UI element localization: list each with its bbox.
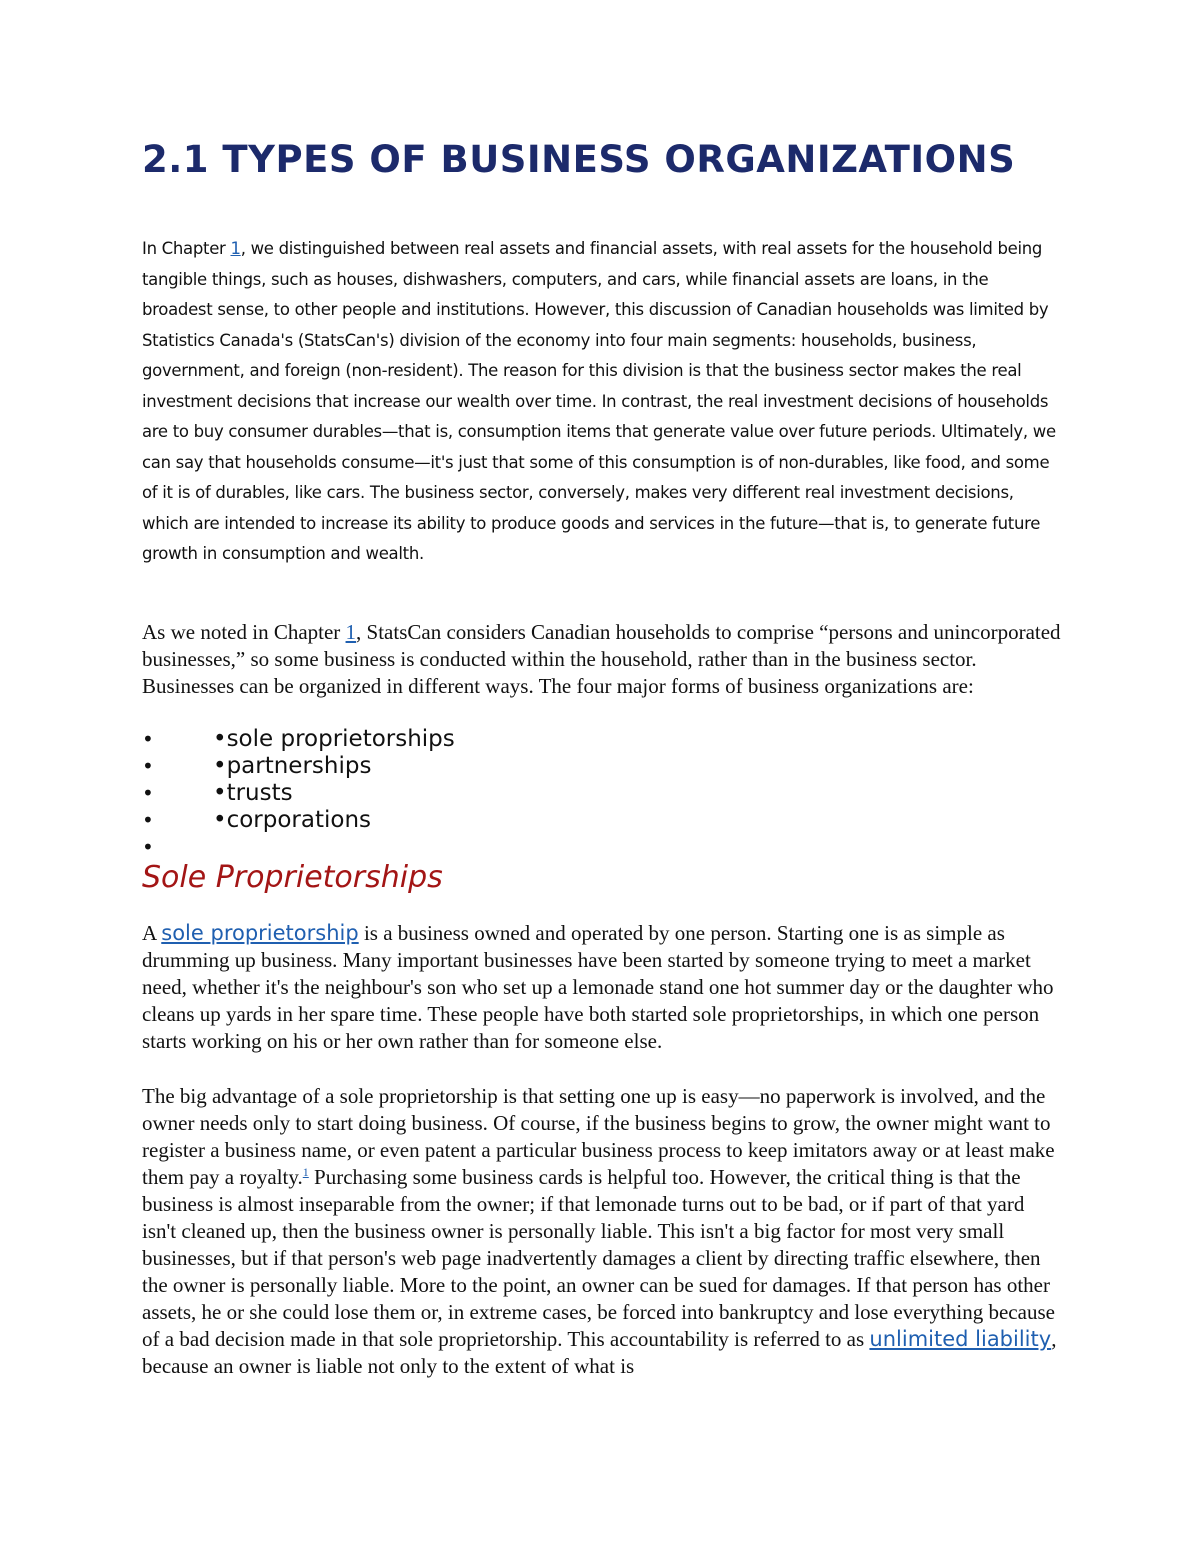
bullet-icon: • — [142, 808, 154, 832]
list-item-text: •trusts — [213, 780, 293, 806]
advantage-text-c: , because an owner is liable not only to the extent of what is — [142, 1327, 1057, 1378]
intro-paragraph — [142, 234, 1062, 570]
advantage-text-b: Purchasing some business cards is helpful too. However, the critical thing is that the business is almost inseparable from the owner; if that lemonade turns out to be bad, or if part of that yard isn't cleaned up, then the business owner is personally liable. This isn't a big factor for most very small businesses, but if that person's web page inadvertently damages a client by directing traffic elsewhere, then the owner is personally liable. More to the point, an owner can be sued for damages. If that person has other assets, he or she could lose them or, in extreme cases, be forced into bankruptcy and lose everything because of a bad decision made in that sole proprietorship. This accountability is referred to as — [142, 1165, 1055, 1351]
advantage-paragraph — [142, 1083, 1062, 1380]
chapter-1-link[interactable]: 1 — [230, 239, 241, 258]
sole-proprietorship-link[interactable]: sole proprietorship — [161, 921, 359, 945]
list-item-text: •corporations — [213, 807, 372, 833]
footnote-1-link[interactable]: 1 — [302, 1165, 309, 1179]
households-text-b: , StatsCan considers Canadian households to comprise “persons and unincorporated businesses,” so some business is conducted within the household, rather than in the business sector. Businesses can be organized in different ways. The four major forms of business organizations are: — [142, 620, 1061, 698]
intro-text-b: , we distinguished between real assets and financial assets, with real assets for the household being tangible things, such as houses, dishwashers, computers, and cars, while financial assets are loans, in the broadest sense, to other people and institutions. However, this discussion of Canadian households was limited by Statistics Canada's (StatsCan's) division of the economy into four main segments: households, business, government, and foreign (non-resident). The reason for this division is that the business sector makes the real investment decisions that increase our wealth over time. In contrast, the real investment decisions of households are to buy consumer durables—that is, consumption items that generate value over future periods. Ultimately, we can say that households consume—it's just that some of this consumption is of non-durables, like food, and some of it is of durables, like cars. The business sector, conversely, makes very different real investment decisions, which are intended to increase its ability to produce goods and services in the future—that is, to generate future growth in consumption and wealth. — [142, 239, 1056, 563]
list-item-text: •partnerships — [213, 753, 372, 779]
sole-text-a: A — [142, 921, 162, 945]
chapter-1-link-2[interactable]: 1 — [345, 620, 357, 644]
unlimited-liability-link[interactable]: unlimited liability — [869, 1327, 1052, 1351]
sole-text-b: is a business owned and operated by one person. Starting one is as simple as drumming up business. Many important businesses have been started by someone trying to meet a market need, whether it's the neighbour's son who set up a lemonade stand one hot summer day or the daughter who cleans up yards in her spare time. These people have both started sole proprietorships, in which one person starts working on his or her own rather than for someone else. — [142, 921, 1054, 1053]
bullet-icon: • — [142, 835, 154, 859]
households-text-a: As we noted in Chapter — [142, 620, 346, 644]
bullet-icon: • — [142, 727, 154, 751]
households-paragraph — [142, 619, 1062, 700]
sole-proprietorship-paragraph — [142, 920, 1062, 1055]
list-item-text: •sole proprietorships — [213, 726, 455, 752]
advantage-text-a: The big advantage of a sole proprietorship is that setting one up is easy—no paperwork is involved, and the owner needs only to start doing business. Of course, if the business begins to grow, the owner might want to register a business name, or even patent a particular business process to keep imitators away or at least make them pay a royalty. — [142, 1084, 1055, 1189]
intro-text-a: In Chapter — [142, 239, 231, 258]
page-title: 2.1 TYPES OF BUSINESS ORGANIZATIONS — [142, 138, 1016, 181]
bullet-icon: • — [142, 754, 154, 778]
section-heading: Sole Proprietorships — [142, 860, 443, 895]
bullet-icon: • — [142, 781, 154, 805]
